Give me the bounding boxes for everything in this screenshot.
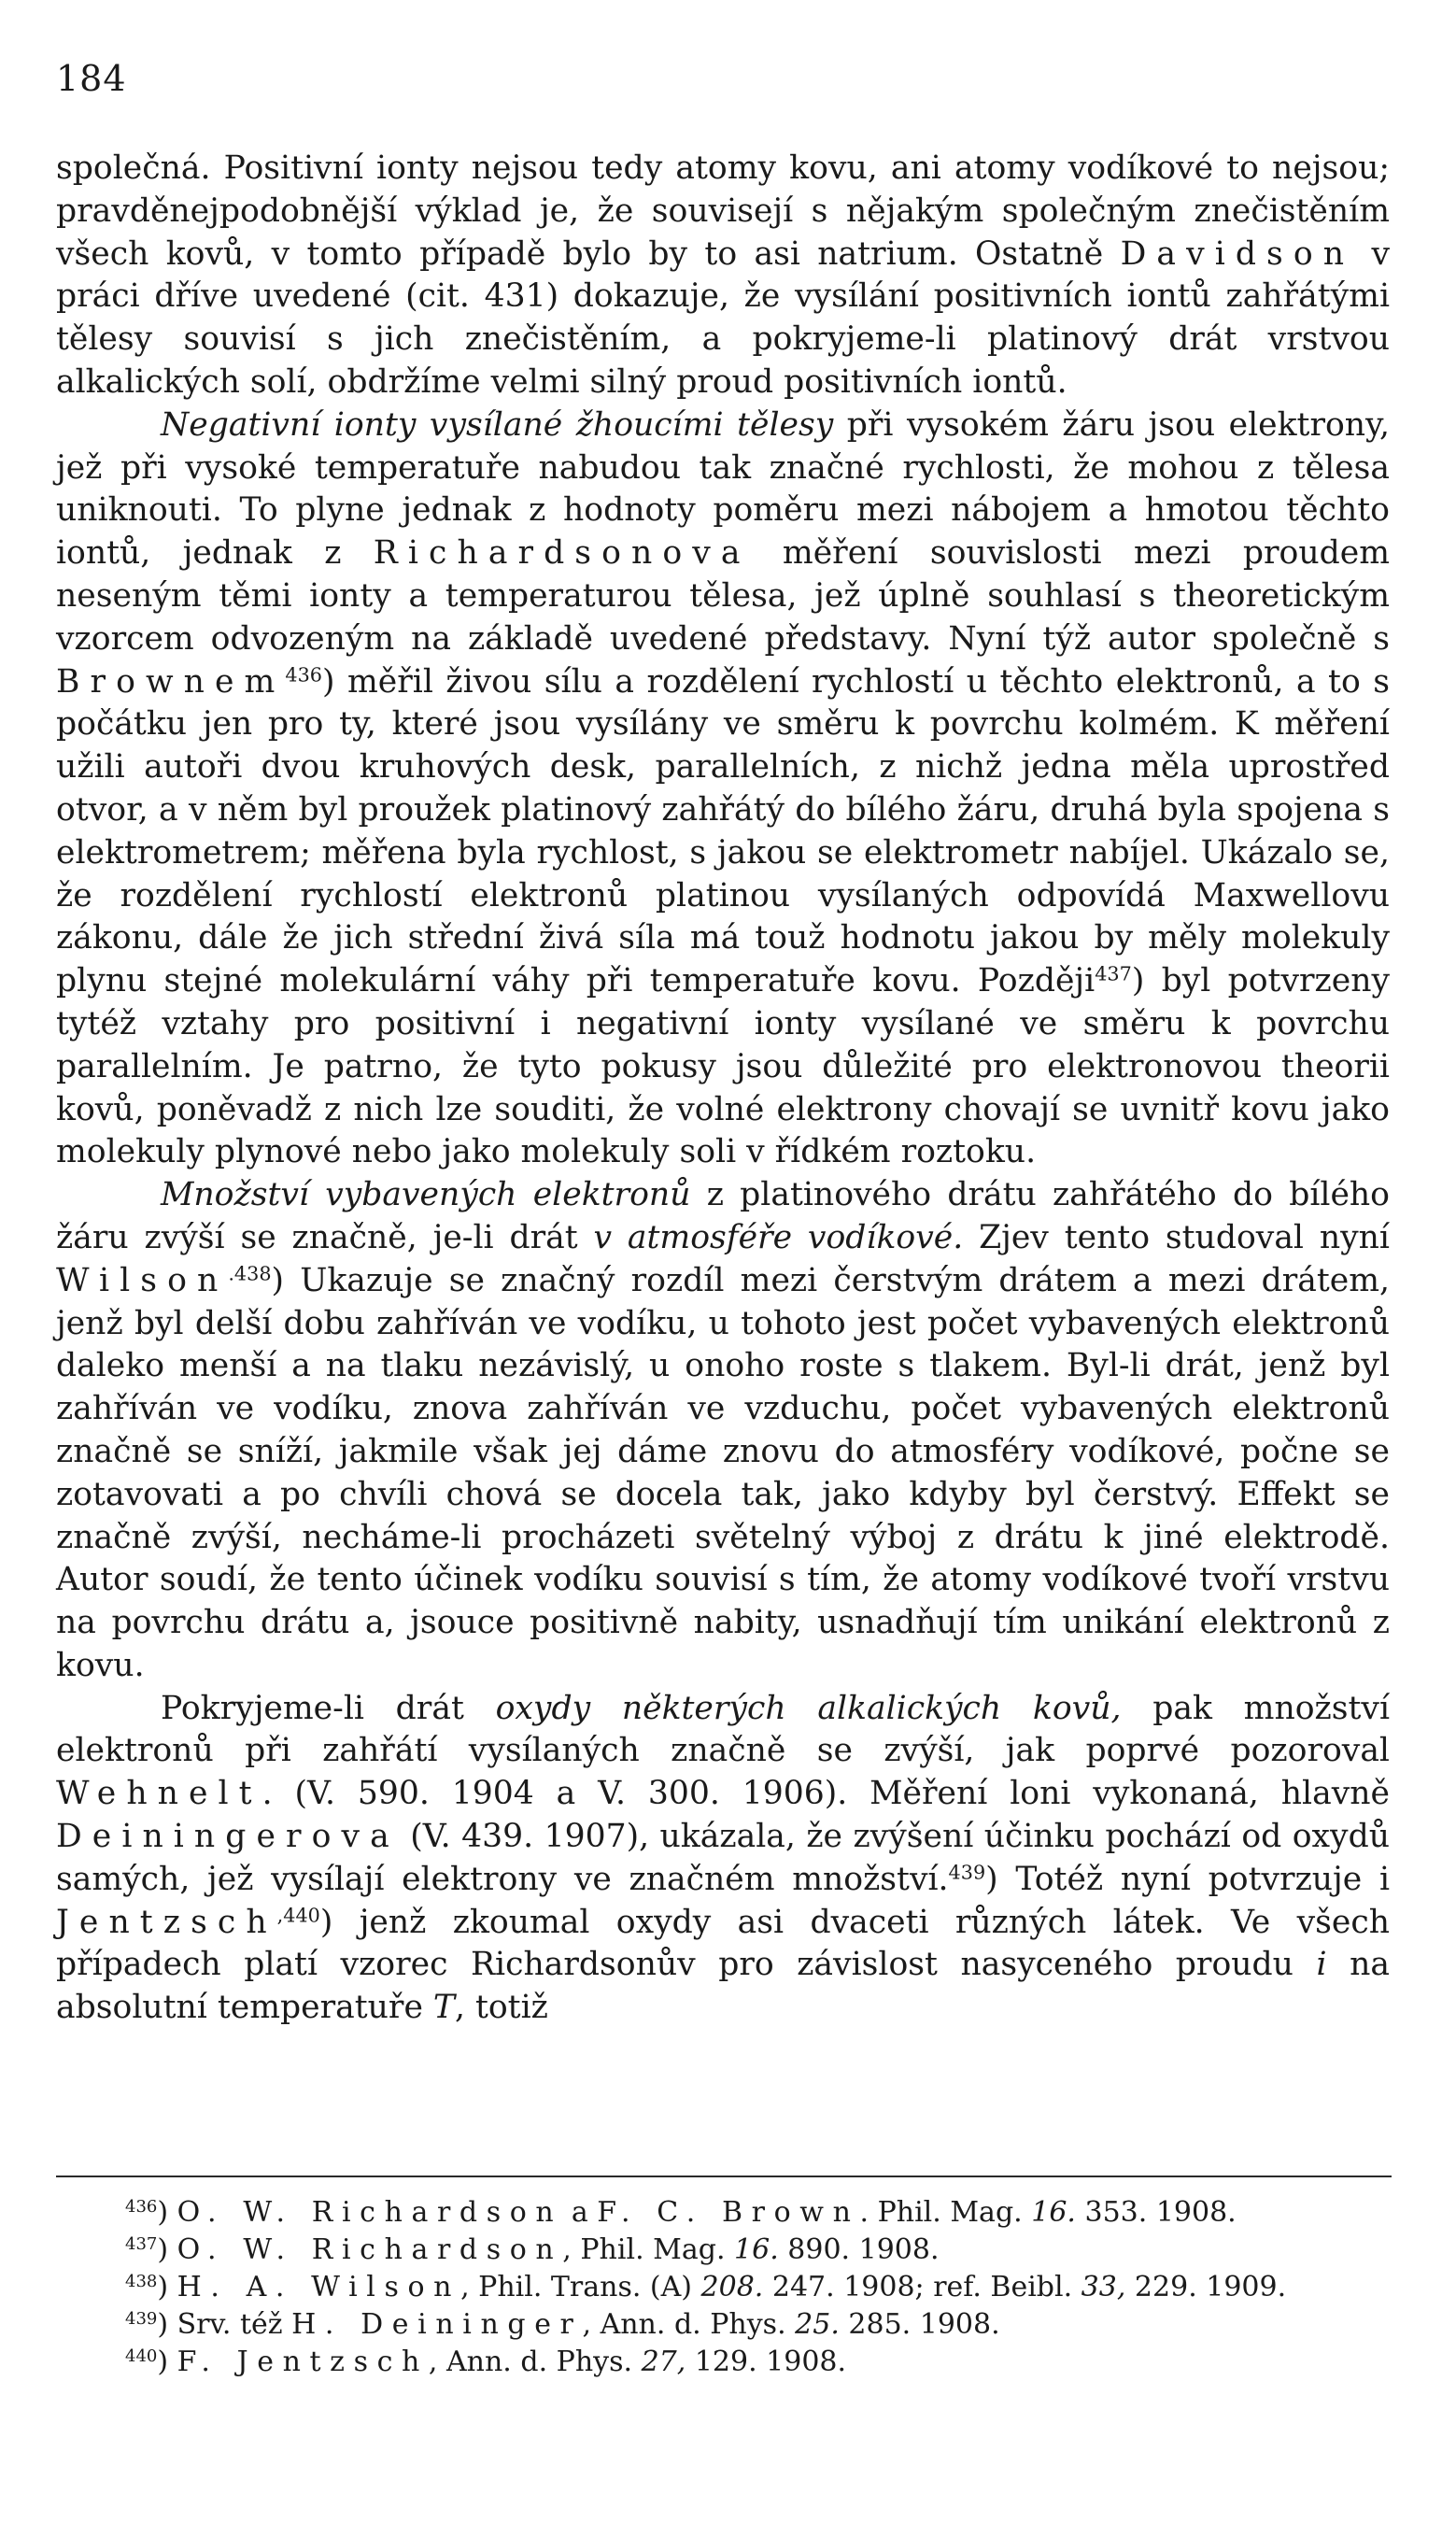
body-text: [56, 148, 1390, 2030]
text-run: 890. 1908.: [778, 2233, 940, 2266]
footnote-439: $^{439}$) Srv. též H. Deininger, Ann. d. Phys. 25. 285. 1908.: [125, 2308, 1000, 2341]
text-run: . Phil. Mag.: [859, 2196, 1032, 2229]
footnote-text: [177, 2233, 940, 2266]
text-run: z platinového drátu zahřátého do bílého žáru zvýší se značně, je-li drát: [56, 1176, 1391, 1256]
italic-text: i: [1316, 1946, 1327, 1984]
footnote-ref: 437: [1095, 962, 1132, 985]
spaced-name: O. W. Richardson: [177, 2233, 563, 2266]
italic-text: T: [432, 1989, 455, 2027]
spaced-name: Jentzsch: [56, 1903, 277, 1941]
text-run: Srv. též: [177, 2308, 292, 2341]
italic-text: 208.: [700, 2271, 764, 2303]
footnote-436: $^{436}$) O. W. Richardson a F. C. Brown. Phil. Mag. 16. 353. 1908.: [125, 2196, 1237, 2229]
italic-text: v atmosféře vodíkové.: [593, 1218, 964, 1256]
footnote-438: $^{438}$) H. A. Wilson, Phil. Trans. (A) 208. 247. 1908; ref. Beibl. 33, 229. 1909.: [125, 2271, 1287, 2303]
text-run: ) Ukazuje se značný rozdíl mezi čerstvým drátem a mezi drátem, jenž byl delší dobu zahříván ve vodíku, u tohoto jest počet vybavených elektronů daleko menší a na tlaku nezávislý, u onoho roste s tlakem. Byl-li drát, jenž byl zahříván ve vodíku, znova zahříván ve vzduchu, počet vybavených elektronů značně se sníží, jakmile však jej dáme znovu do atmosféry vodíkové, počne se zotavovati a po chvíli chová se docela tak, jako kdyby byl čerstvý. Effekt se značně zvýší, necháme-li procházeti světelný výboj z drátu k jiné elektrodě. Autor soudí, že tento účinek vodíku souvisí s tím, že atomy vodíkové tvoří vrstvu na povrchu drátu a, jsouce positivně nabity, usnadňují tím unikání elektronů z kovu.: [56, 1261, 1390, 1684]
text-run: 247. 1908; ref. Beibl.: [763, 2271, 1081, 2303]
spaced-name: Brownem: [56, 662, 286, 701]
text-run: , Ann. d. Phys.: [428, 2346, 642, 2378]
footnote-text: [177, 2271, 1287, 2303]
text-run: , Phil. Mag.: [562, 2233, 735, 2266]
spaced-name: F. Jentzsch: [177, 2346, 429, 2378]
paragraph-2: [56, 404, 1390, 1174]
footnotes: [125, 2194, 1395, 2381]
spaced-name: Richardsonova: [373, 534, 751, 573]
footnote-number: 436: [125, 2197, 158, 2218]
footnote-text: [177, 2196, 1237, 2229]
spaced-name: F. C. Brown: [597, 2196, 860, 2229]
spaced-name: Davidson: [1120, 234, 1355, 273]
footnote-number: 437: [125, 2234, 158, 2255]
text-run: Pokryjeme-li drát: [161, 1689, 496, 1727]
text-run: (V. 439. 1907), ukázala, že zvýšení účinku pochází od oxydů samých, jež vysílají elektrony ve značném množství.: [56, 1818, 1390, 1898]
text-run: ) měřil živou sílu a rozdělení rychlostí u těchto elektronů, a to s počátku jen pro ty, které jsou vysílány ve směru k povrchu kolmém. K měření užili autoři dvou kruhových desk, parallelních, z nichž jedna měla uprostřed otvor, a v něm byl proužek platinový zahřátý do bílého žáru, druhá byla spojena s elektrometrem; měřena byla rychlost, s jakou se elektrometr nabíjel. Ukázalo se, že rozdělení rychlostí elektronů platinou vysílaných odpovídá Maxwellovu zákonu, dále že jich střední živá síla má touž hodnotu jakou by měly molekuly plynu stejné molekulární váhy při temperatuře kovu. Později: [56, 662, 1390, 1000]
italic-text: 33,: [1081, 2271, 1126, 2303]
footnote-ref: ,440: [276, 1904, 320, 1927]
paragraph-1: [56, 148, 1390, 404]
spaced-name: O. W. Richardson: [177, 2196, 563, 2229]
footnote-440: $^{440}$) F. Jentzsch, Ann. d. Phys. 27, 129. 1908.: [125, 2346, 847, 2378]
text-run: . (V. 590. 1904 a V. 300. 1906). Měření loni vykonaná, hlavně: [262, 1775, 1390, 1813]
italic-text: 25.: [795, 2308, 840, 2341]
footnote-text: [177, 2346, 846, 2378]
text-run: , Ann. d. Phys.: [582, 2308, 796, 2341]
text-run: pak množství elektronů při zahřátí vysílaných značně se zvýší, jak poprvé pozoroval: [56, 1689, 1391, 1770]
spaced-name: H. Deininger: [291, 2308, 583, 2341]
page-number: 184: [56, 58, 127, 99]
footnote-divider: [56, 2176, 1392, 2177]
text-run: měření souvislosti mezi proudem neseným těmi ionty a temperaturou tělesa, jež úplně souhlasí s theoretickým vzorcem odvozeným na základě uvedené představy. Nyní týž autor společně s: [56, 534, 1391, 658]
text-run: na absolutní temperatuře: [56, 1946, 1390, 2027]
text-run: 129. 1908.: [686, 2346, 847, 2378]
text-run: a: [562, 2196, 598, 2229]
text-run: v práci dříve uvedené (cit. 431) dokazuje, že vysílání positivních iontů zahřátými tělesy souvisí s jich znečistěním, a pokryjeme-li platinový drát vrstvou alkalických solí, obdržíme velmi silný proud positivních iontů.: [56, 234, 1390, 401]
text-run: 353. 1908.: [1075, 2196, 1237, 2229]
footnote-number: 440: [125, 2346, 158, 2367]
text-run: 229. 1909.: [1125, 2271, 1287, 2303]
italic-text: 27,: [641, 2346, 686, 2378]
footnote-ref: .438: [228, 1262, 272, 1285]
text-run: 285. 1908.: [839, 2308, 1000, 2341]
spaced-name: H. A. Wilson: [177, 2271, 461, 2303]
spaced-name: Wilson: [56, 1261, 229, 1299]
footnote-number: 439: [125, 2309, 158, 2330]
text-run: ) byl potvrzeny tytéž vztahy pro positivní i negativní ionty vysílané ve směru k povrchu parallelním. Je patrno, že tyto pokusy jsou důležité pro elektronovou theorii kovů, poněvadž z nich lze souditi, že volné elektrony chovají se uvnitř kovu jako molekuly plynové nebo jako molekuly soli v řídkém roztoku.: [56, 962, 1390, 1171]
text-run: , totiž: [454, 1989, 548, 2027]
text-run: , Phil. Trans. (A): [460, 2271, 701, 2303]
italic-text: oxydy některých alkalických kovů,: [495, 1689, 1122, 1727]
text-run: ) Totéž nyní potvrzuje i: [985, 1860, 1390, 1898]
spaced-name: Deiningerova: [56, 1818, 400, 1856]
footnote-ref: 439: [948, 1861, 986, 1884]
italic-text: Množství vybavených elektronů: [161, 1176, 691, 1214]
text-run: ) jenž zkoumal oxydy asi dvaceti různých látek. Ve všech případech platí vzorec Richardsonův pro závislost nasyceného proudu: [56, 1903, 1390, 1984]
text-run: společná. Positivní ionty nejsou tedy atomy kovu, ani atomy vodíkové to nejsou; pravděnejpodobnější výklad je, že souvisejí s nějakým společným znečistěním všech kovů, v tomto případě bylo by to asi natrium. Ostatně: [56, 149, 1390, 273]
paragraph-4: [56, 1688, 1390, 2030]
text-run: při vysokém žáru jsou elektrony, jež při vysoké temperatuře nabudou tak značné rychlosti, že mohou z tělesa uniknouti. To plyne jednak z hodnoty poměru mezi nábojem a hmotou těchto iontů, jednak z: [56, 405, 1390, 573]
footnote-number: 438: [125, 2272, 158, 2292]
footnote-ref: 436: [285, 663, 322, 687]
footnote-437: $^{437}$) O. W. Richardson, Phil. Mag. 16. 890. 1908.: [125, 2233, 940, 2266]
italic-text: 16.: [734, 2233, 779, 2266]
italic-text: Negativní ionty vysílané žhoucími tělesy: [161, 405, 834, 444]
text-run: Zjev tento studoval nyní: [963, 1218, 1390, 1256]
spaced-name: Wehnelt: [56, 1775, 262, 1813]
paragraph-3: [56, 1174, 1390, 1688]
italic-text: 16.: [1031, 2196, 1076, 2229]
footnote-text: [177, 2308, 1000, 2341]
